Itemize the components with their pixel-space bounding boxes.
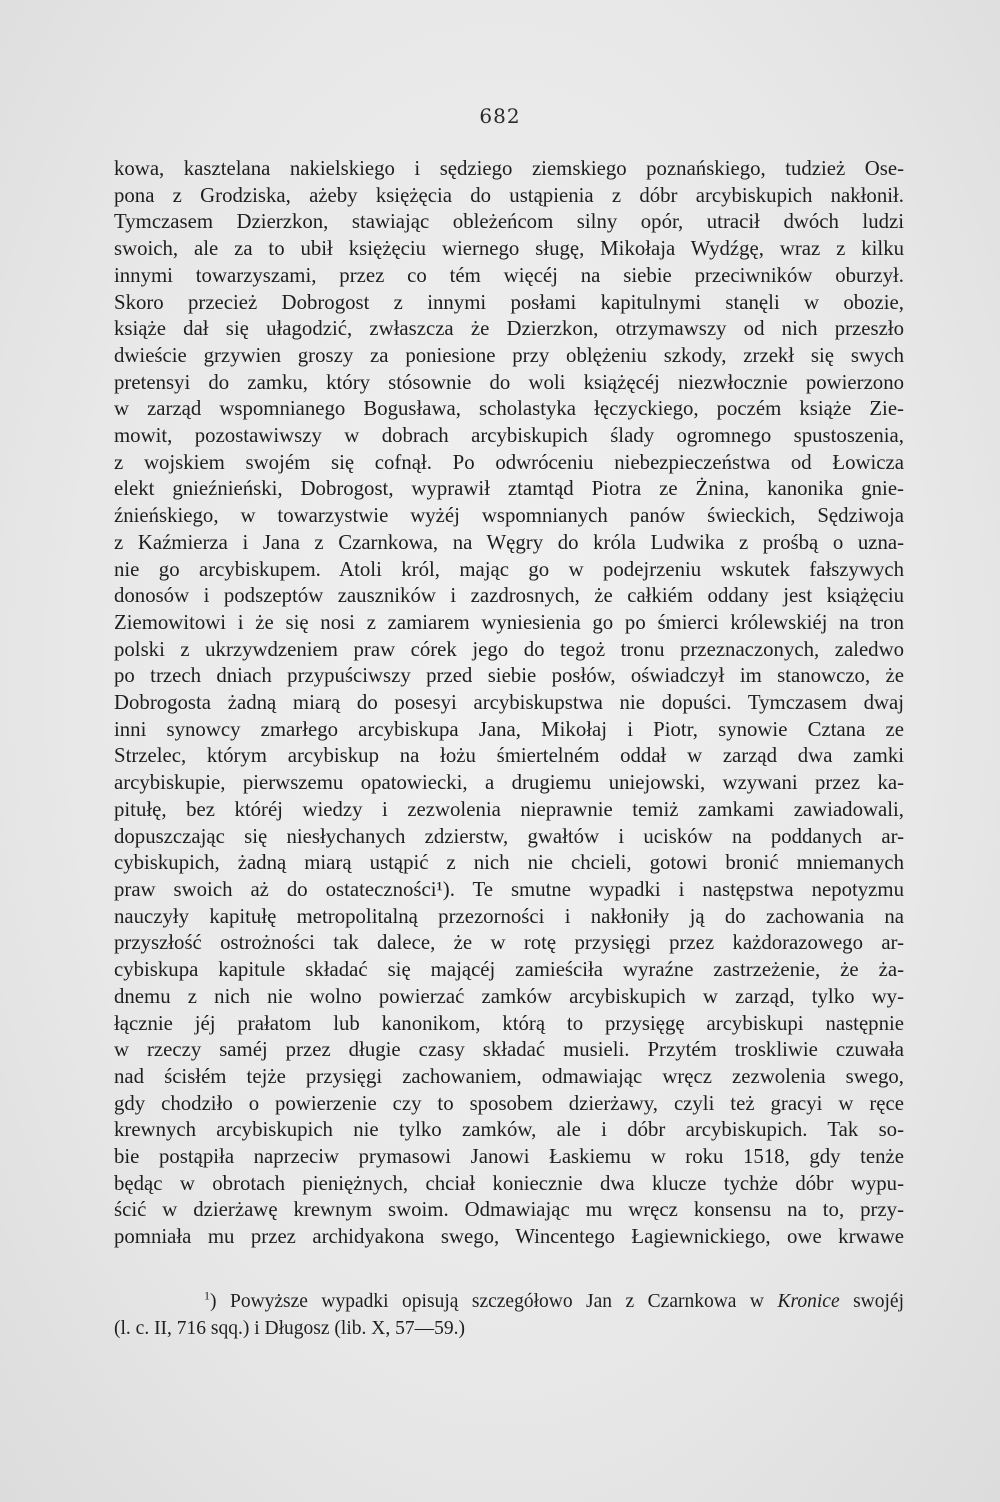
body-line: cybiskupa kapitule składać się mającéj zamieściła wyraźne zastrzeżenie, że ża- xyxy=(114,958,904,982)
body-line: po trzech dniach przypuściwszy przed siebie posłów, oświadczył im stanowczo, że xyxy=(114,664,904,688)
body-line: kowa, kasztelana nakielskiego i sędziego ziemskiego poznańskiego, tudzież Ose- xyxy=(114,157,904,180)
body-line: bie postąpiła naprzeciw prymasowi Janowi Łaskiemu w roku 1518, gdy tenże xyxy=(114,1145,904,1169)
body-line: w rzeczy saméj przez długie czasy składać musieli. Przytém troskliwie czuwała xyxy=(114,1038,904,1062)
footnote-text-b: swojéj xyxy=(839,1291,904,1312)
body-text xyxy=(114,156,904,1251)
page-number: 682 xyxy=(479,104,521,128)
body-line: mowit, pozostawiwszy w dobrach arcybiskupich ślady ogromnego spustoszenia, xyxy=(114,424,904,448)
body-line: arcybiskupie, pierwszemu opatowiecki, a drugiemu uniejowski, wzywani przez ka- xyxy=(114,771,904,795)
body-line: z wojskiem swojém się cofnął. Po odwróceniu niebezpieczeństwa od Łowicza xyxy=(114,450,904,474)
body-line: elekt gnieźnieński, Dobrogost, wyprawił ztamtąd Piotra ze Żnina, kanonika gnie- xyxy=(114,477,904,501)
body-line: książe dał się ułagodzić, zwłaszcza że Dzierzkon, otrzymawszy od nich przeszło xyxy=(114,317,904,341)
body-line: praw swoich aż do ostateczności¹). Te smutne wypadki i następstwa nepotyzmu xyxy=(114,877,904,901)
body-line: dnemu z nich nie wolno powierzać zamków arcybiskupich w zarząd, tylko wy- xyxy=(114,984,904,1008)
footnote-marker: 1 xyxy=(204,1288,210,1303)
body-line: ścić w dzierżawę krewnym swoim. Odmawiając mu wręcz konsensu na to, przy- xyxy=(114,1198,904,1222)
body-line: donosów i podszeptów zauszników i zazdrosnych, że całkiém oddany jest książęciu xyxy=(114,584,904,608)
body-line: łącznie jéj prałatom lub kanonikom, którą to przysięgę arcybiskupi następnie xyxy=(114,1011,904,1035)
body-line: nad ścisłém tejże przysięgi zachowaniem, odmawiając wręcz zezwolenia swego, xyxy=(114,1064,904,1088)
body-line: swoich, ale za to ubił księżęciu wiernego sługę, Mikołaja Wydźgę, wraz z kilku xyxy=(114,237,904,261)
body-line: źnieńskiego, w towarzystwie wyżéj wspomnianych panów świeckich, Sędziwoja xyxy=(114,504,904,528)
footnote xyxy=(114,1288,904,1342)
body-line: pona z Grodziska, ażeby księżęcia do ustąpienia z dóbr arcybiskupich nakłonił. xyxy=(114,183,904,207)
body-line: nie go arcybiskupem. Atoli król, mając go w podejrzeniu wskutek fałszywych xyxy=(114,557,904,581)
body-line: Dobrogosta żadną miarą do posesyi arcybiskupstwa nie dopuści. Tymczasem dwaj xyxy=(114,691,904,715)
body-line: dopuszczając się niesłychanych zdzierstw, gwałtów i ucisków na poddanych ar- xyxy=(114,824,904,848)
body-line: polski z ukrzywdzeniem praw córek jego do tegoż tronu przeznaczonych, zaledwo xyxy=(114,637,904,661)
body-line: Tymczasem Dzierzkon, stawiając obleżeńcom silny opór, utracił dwóch ludzi xyxy=(114,210,904,234)
body-line: Strzelec, którym arcybiskup na łożu śmiertelném oddał w zarząd dwa zamki xyxy=(114,744,904,768)
body-line: innymi towarzyszami, przez co tém więcéj na siebie przeciwników oburzył. xyxy=(114,263,904,287)
body-line: w zarząd wspomnianego Bogusława, scholastyka łęczyckiego, poczém książe Zie- xyxy=(114,397,904,421)
footnote-line-1 xyxy=(114,1288,904,1315)
body-line: przyszłość ostrożności tak dalece, że w rotę przysięgi przez każdorazowego ar- xyxy=(114,931,904,955)
body-line: Skoro przecież Dobrogost z innymi posłami kapitulnymi stanęli w obozie, xyxy=(114,290,904,314)
body-line: pomniała mu przez archidyakona swego, Wincentego Łagiewnickiego, owe krwawe xyxy=(114,1225,904,1249)
body-line: będąc w obrotach pieniężnych, chciał koniecznie dwa klucze tychże dóbr wypu- xyxy=(114,1171,904,1195)
footnote-line-2: (l. c. II, 716 sqq.) i Długosz (lib. X, 57—59.) xyxy=(114,1318,465,1339)
body-line: krewnych arcybiskupich nie tylko zamków, ale i dóbr arcybiskupich. Tak so- xyxy=(114,1118,904,1142)
body-line: dwieście grzywien groszy za poniesione przy oblężeniu szkody, zrzekł się swych xyxy=(114,343,904,367)
body-line: Ziemowitowi i że się nosi z zamiarem wyniesienia go po śmierci królewskiéj na tron xyxy=(114,610,904,634)
footnote-italic: Kronice xyxy=(777,1291,840,1312)
body-line: nauczyły kapitułę metropolitalną przezorności i nakłoniły ją do zachowania na xyxy=(114,904,904,928)
body-line: pretensyi do zamku, który stósownie do woli książęcéj niezwłocznie powierzono xyxy=(114,370,904,394)
body-line: z Kaźmierza i Jana z Czarnkowa, na Węgry do króla Ludwika z prośbą o uzna- xyxy=(114,530,904,554)
body-line: pitułę, bez któréj wiedzy i zezwolenia nieprawnie temiż zamkami zawiadowali, xyxy=(114,797,904,821)
body-line: inni synowcy zmarłego arcybiskupa Jana, Mikołaj i Piotr, synowie Cztana ze xyxy=(114,717,904,741)
footnote-text-a: ) Powyższe wypadki opisują szczegółowo Jan z Czarnkowa w xyxy=(210,1291,778,1312)
body-line: cybiskupich, żadną miarą ustąpić z nich nie chcieli, gotowi bronić mniemanych xyxy=(114,851,904,875)
body-line: gdy chodziło o powierzenie czy to sposobem dzierżawy, czyli też gracyi w ręce xyxy=(114,1091,904,1115)
